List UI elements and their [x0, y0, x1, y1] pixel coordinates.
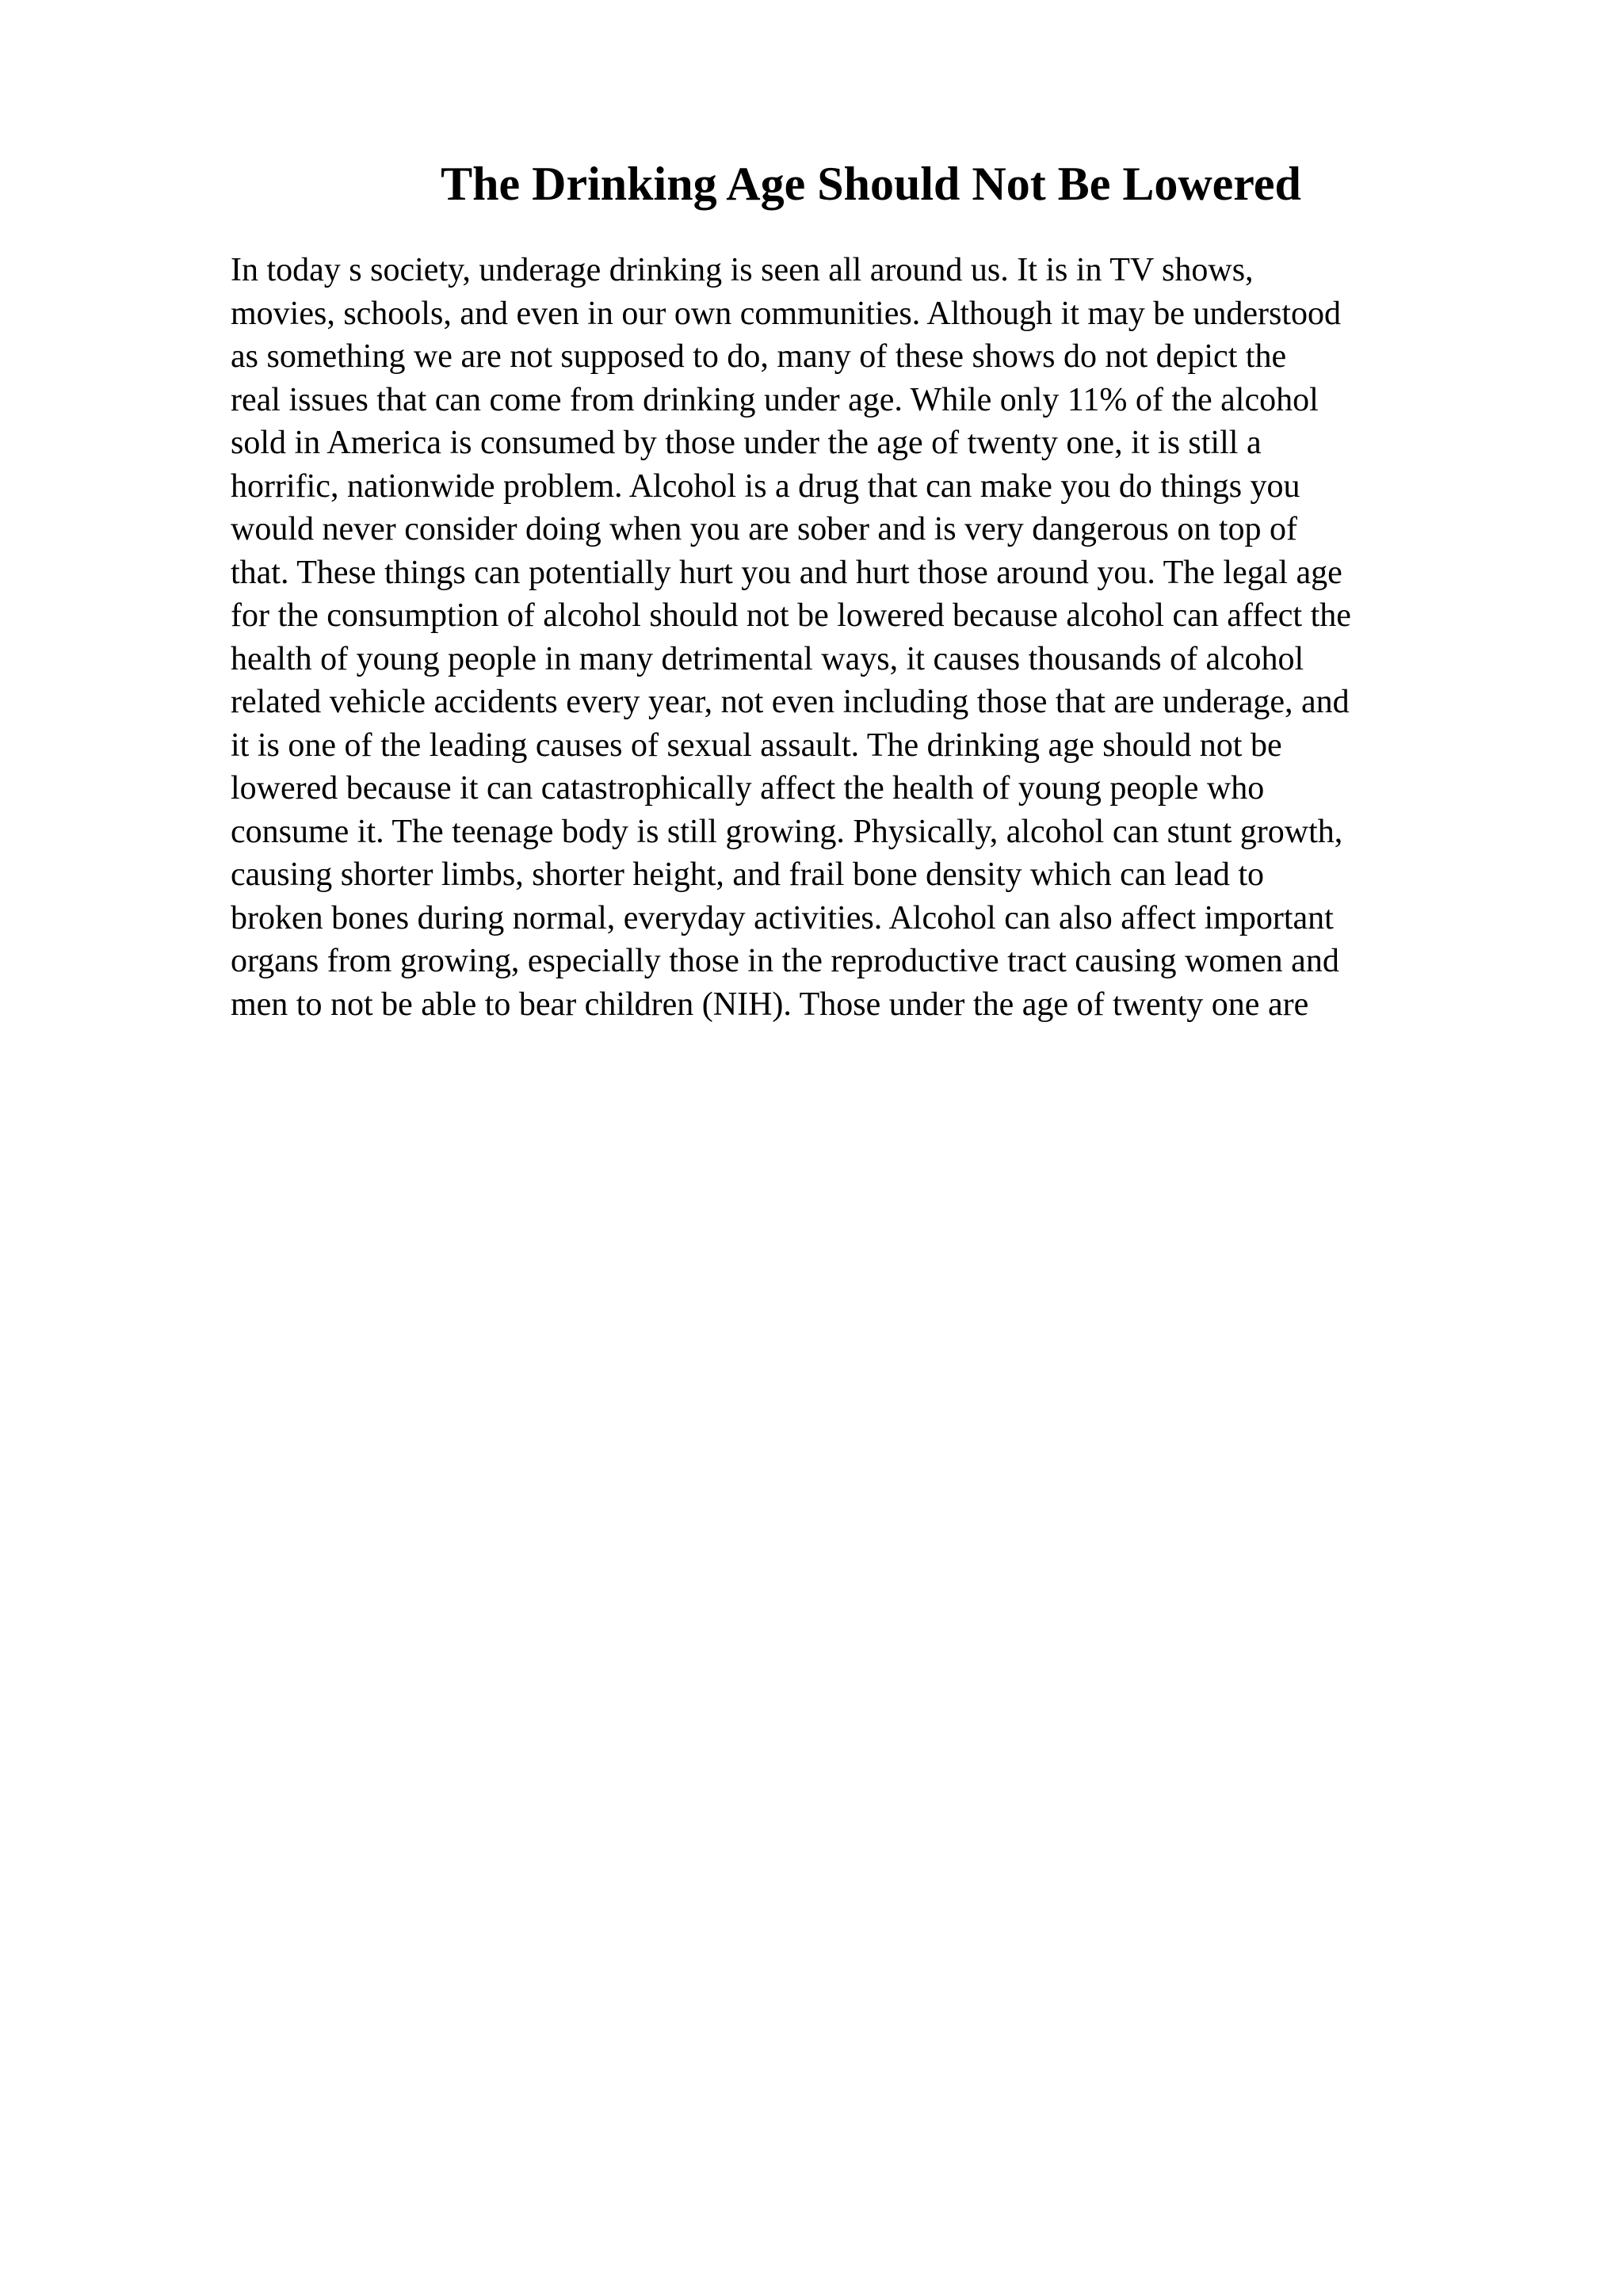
body-line: causing shorter limbs, shorter height, and frail bone density which can lead to — [231, 856, 1264, 893]
body-line: broken bones during normal, everyday activities. Alcohol can also affect important — [231, 899, 1334, 936]
body-line: horrific, nationwide problem. Alcohol is a drug that can make you do things you — [231, 467, 1300, 505]
body-line: real issues that can come from drinking under age. While only 11% of the alcohol — [231, 381, 1319, 418]
body-line: for the consumption of alcohol should not be lowered because alcohol can affect the — [231, 597, 1351, 634]
body-line: that. These things can potentially hurt you and hurt those around you. The legal age — [231, 554, 1342, 591]
body-line: health of young people in many detrimental ways, it causes thousands of alcohol — [231, 640, 1304, 677]
body-line: consume it. The teenage body is still growing. Physically, alcohol can stunt growth, — [231, 813, 1343, 850]
body-line: sold in America is consumed by those under the age of twenty one, it is still a — [231, 425, 1262, 461]
body-line: organs from growing, especially those in the reproductive tract causing women and — [231, 943, 1339, 979]
body-line: as something we are not supposed to do, many of these shows do not depict the — [231, 338, 1287, 375]
body-line: movies, schools, and even in our own communities. Although it may be understood — [231, 295, 1341, 332]
body-line: it is one of the leading causes of sexual assault. The drinking age should not be — [231, 727, 1282, 764]
document-body — [231, 249, 1514, 1026]
body-line: In today s society, underage drinking is seen all around us. It is in TV shows, — [231, 252, 1254, 288]
body-line: related vehicle accidents every year, not even including those that are underage, and — [231, 684, 1350, 720]
body-line: men to not be able to bear children (NIH). Those under the age of twenty one are — [231, 986, 1309, 1023]
body-line: lowered because it can catastrophically affect the health of young people who — [231, 770, 1265, 807]
body-line: would never consider doing when you are sober and is very dangerous on top of — [231, 511, 1297, 547]
document-title: The Drinking Age Should Not Be Lowered — [441, 158, 1301, 210]
